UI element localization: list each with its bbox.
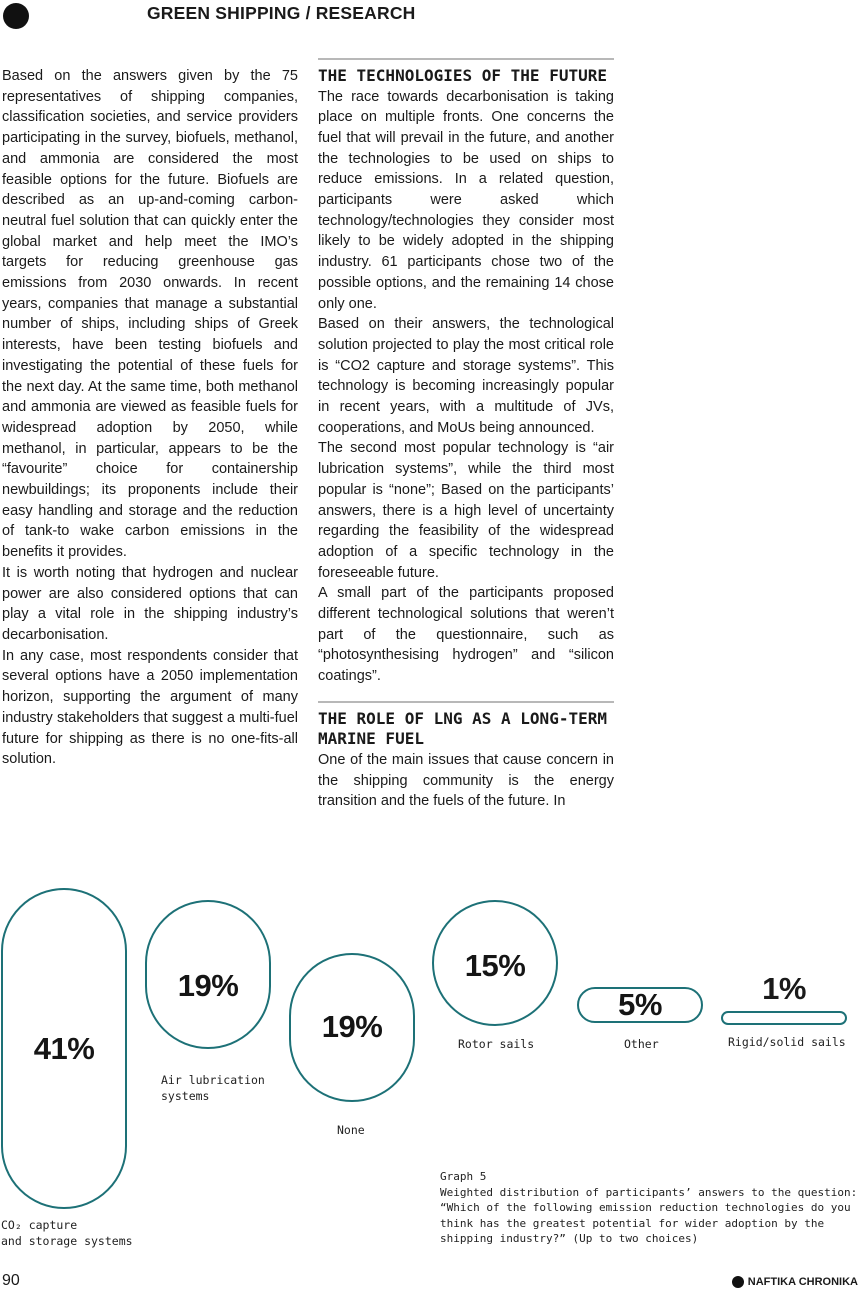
chart-value-label: 19%	[321, 1009, 383, 1045]
chart-pill	[721, 1011, 847, 1025]
chart-pill	[432, 900, 558, 1026]
paragraph: The second most popular technology is “air lubrication systems”, while the third most popular is “none”; Based on the participants’ answers, there is a high level of uncertainty regarding the feasibility of the widespread adoption of a specific technology in the foreseeable future.	[318, 440, 614, 581]
chart-value-label: 19%	[177, 968, 239, 1003]
chart-value-label: 5%	[618, 987, 662, 1022]
left-column	[2, 66, 298, 770]
brand-logo-icon	[732, 1276, 744, 1288]
paragraph: In any case, most respondents consider that several options have a 2050 implementation horizon, supporting the argument of many industry stakeholders that suggest a multi-fuel future for shipping as there is no one-fits-all solution.	[2, 647, 298, 768]
page-number: 90	[2, 1272, 20, 1289]
paragraph: Based on their answers, the technological solution projected to play the most critical role is “CO2 capture and storage systems”. This technology is becoming increasingly popular in recent years, with a multitude of JVs, cooperations, and MoUs being announced.	[318, 316, 614, 436]
footer-brand	[732, 1276, 858, 1288]
chart-pill	[1, 888, 127, 1209]
chart-category-label: Rotor sails	[458, 1037, 535, 1051]
chart-title: Graph 5	[440, 1170, 487, 1183]
chart-value-label: 41%	[33, 1030, 95, 1066]
chart-caption-text: Weighted distribution of participants’ answers to the question: “Which of the following emission reduction technologies do you think has the greatest potential for wider adoption by the shipping industry?” (Up to two choices)	[440, 1185, 858, 1245]
chart-value-label: 15%	[464, 948, 526, 983]
paragraph: One of the main issues that cause concern in the shipping community is the energy transition and the fuels of the future. In	[318, 751, 614, 810]
right-column	[318, 58, 614, 812]
chart-category-label: Other	[624, 1037, 659, 1051]
brand-name: NAFTIKA CHRONIKA	[747, 1276, 858, 1288]
paragraph: A small part of the participants proposed different technological solutions that weren’t part of the questionnaire, such as “photosynthesising hydrogen” and “silicon coatings”.	[318, 585, 614, 685]
chart-category-label: CO₂ capture and storage systems	[1, 1218, 133, 1248]
paragraph: The race towards decarbonisation is taking place on multiple fronts. One concerns the fuel that will prevail in the future, and another the technologies to be used on ships to reduce emissions. In a related question, participants were asked which technology/technologies they consider most likely to be widely adopted in the shipping industry. 61 participants chose two of the possible options, and the remaining 14 chose only one.	[318, 88, 614, 312]
chart-caption	[440, 1169, 860, 1247]
chart-pill	[577, 987, 703, 1023]
section-title: THE ROLE OF LNG AS A LONG-TERM MARINE FUEL	[318, 708, 607, 749]
section-header: GREEN SHIPPING / RESEARCH	[147, 3, 416, 23]
chart-category-label: Air lubrication systems	[161, 1073, 265, 1103]
section-divider	[318, 701, 614, 703]
chart-value-label: 1%	[762, 971, 806, 1006]
logo-icon	[3, 3, 29, 29]
section-title: THE TECHNOLOGIES OF THE FUTURE	[318, 66, 607, 85]
chart-category-label: Rigid/solid sails	[728, 1035, 846, 1049]
chart-category-label: None	[337, 1123, 365, 1137]
section-divider	[318, 58, 614, 60]
chart-pill	[289, 953, 415, 1102]
paragraph: It is worth noting that hydrogen and nuclear power are also considered options that can play a vital role in the shipping industry’s decarbonisation.	[2, 564, 298, 643]
paragraph: Based on the answers given by the 75 representatives of shipping companies, classification societies, and service providers participating in the survey, biofuels, methanol, and ammonia are considered the most feasible options for the future. Biofuels are described as an up-and-coming carbon-neutral fuel solution that can quickly enter the global market and help meet the IMO’s targets for reducing greenhouse gas emissions from 2030 onwards. In recent years, companies that manage a substantial number of ships, including ships of Greek interests, have been testing biofuels and investigating the potential of these fuels for the next day. At the same time, both methanol and ammonia are viewed as feasible fuels for widespread adoption by 2050, while methanol, in particular, appears to be the “favourite” choice for containership newbuildings; its proponents include their easy handling and storage and the reduction of tank-to wake carbon emissions in the benefits it provides.	[2, 68, 298, 561]
chart-pill	[145, 900, 271, 1049]
